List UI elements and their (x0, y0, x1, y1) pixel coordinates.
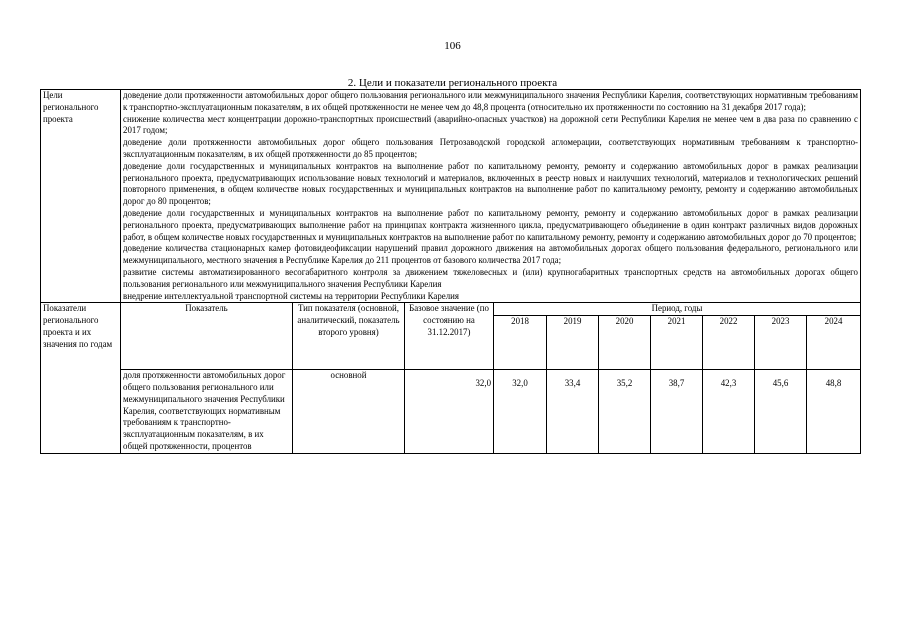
year-header: 2023 (755, 316, 807, 370)
indicator-value: 45,6 (755, 370, 807, 454)
goal-item: доведение доли протяженности автомобильных дорог общего пользования Петрозаводской городской агломерации, соответствующих нормативным требованиям к транспортно-эксплуатационным показателям, в их общей протяженности до 85 процентов; (123, 137, 858, 159)
section-title: 2. Цели и показатели регионального проекта (347, 77, 558, 89)
indicator-base: 32,0 (405, 370, 494, 454)
header-indicator: Показатель (121, 303, 293, 370)
indicator-value: 33,4 (547, 370, 599, 454)
indicator-value: 48,8 (807, 370, 861, 454)
table-row (41, 370, 861, 454)
goal-item: развитие системы автоматизированного весогабаритного контроля за движением тяжеловесных и (или) крупногабаритных транспортных средств на автомобильных дорогах общего пользования регионального или межмуниципального значения Республики Карелия (123, 266, 858, 289)
goals-text (121, 90, 861, 303)
indicators-label: Показатели регионального проекта и их значения по годам (41, 303, 121, 453)
goal-item: доведение доли государственных и муниципальных контрактов на выполнение работ по капитальному ремонту, ремонту и содержанию автомобильных дорог в рамках реализации регионального проекта, предусматривающих использование новых технологий и материалов, включенных в реестр новых и наилучших технологий, материалов и технологических решений повторного применения, в общем количестве новых государственных и муниципальных контрактов на выполнение работ по капитальному ремонту, ремонту и содержанию автомобильных дорог до 80 процентов; (123, 160, 858, 207)
indicator-name: доля протяженности автомобильных дорог общего пользования регионального или межмуниципального значения Республики Карелия, соответствующих нормативным требованиям к транспортно-эксплуатационным показателям, в их общей протяженности, процентов (121, 370, 293, 454)
year-header: 2018 (494, 316, 547, 370)
indicator-value: 42,3 (703, 370, 755, 454)
indicator-value: 38,7 (651, 370, 703, 454)
page-number: 106 (444, 40, 461, 52)
goals-label: Цели регионального проекта (41, 90, 121, 303)
header-period: Период, годы (494, 303, 861, 316)
year-header: 2022 (703, 316, 755, 370)
year-header: 2021 (651, 316, 703, 370)
goal-item: доведение доли государственных и муниципальных контрактов на выполнение работ по капитальному ремонту, ремонту и содержанию автомобильных дорог в рамках реализации регионального проекта, предусматривающих выполнение работ на принципах контракта жизненного цикла, предусматривающего объединение в один контракт различных видов дорожных работ, в общем количестве новых государственных и муниципальных контрактов на выполнение работ по капитальному ремонту, ремонту и содержанию автомобильных дорог до 70 процентов; (123, 207, 858, 242)
header-type: Тип показателя (основной, аналитический, показатель второго уровня) (293, 303, 405, 370)
header-base: Базовое значение (по состоянию на 31.12.2017) (405, 303, 494, 370)
indicator-value: 32,0 (494, 370, 547, 454)
year-header: 2019 (547, 316, 599, 370)
year-header: 2024 (807, 316, 861, 370)
goal-item: снижение количества мест концентрации дорожно-транспортных происшествий (аварийно-опасных участков) на дорожной сети Республики Карелия не менее чем в два раза по сравнению с 2017 годом; (123, 113, 858, 136)
project-table (40, 89, 861, 454)
goals-row (41, 90, 861, 303)
indicator-value: 35,2 (599, 370, 651, 454)
year-header: 2020 (599, 316, 651, 370)
goal-item: доведение количества стационарных камер фотовидеофиксации нарушений правил дорожного движения на автомобильных дорогах общего пользования федерального, регионального или межмуниципального, местного значения в Республике Карелия до 211 процентов от базового количества 2017 года; (123, 243, 858, 266)
indicator-type: основной (293, 370, 405, 454)
goal-item: доведение доли протяженности автомобильных дорог общего пользования регионального или межмуниципального значения Республики Карелия, соответствующих нормативным требованиям к транспортно-эксплуатационным показателям, в их общей протяженности не менее чем до 48,8 процента (относительно их протяженности по состоянию на 31 декабря 2017 года); (123, 90, 858, 112)
indicators-header-row (41, 303, 861, 316)
goal-item: внедрение интеллектуальной транспортной системы на территории Республики Карелия (123, 290, 460, 301)
